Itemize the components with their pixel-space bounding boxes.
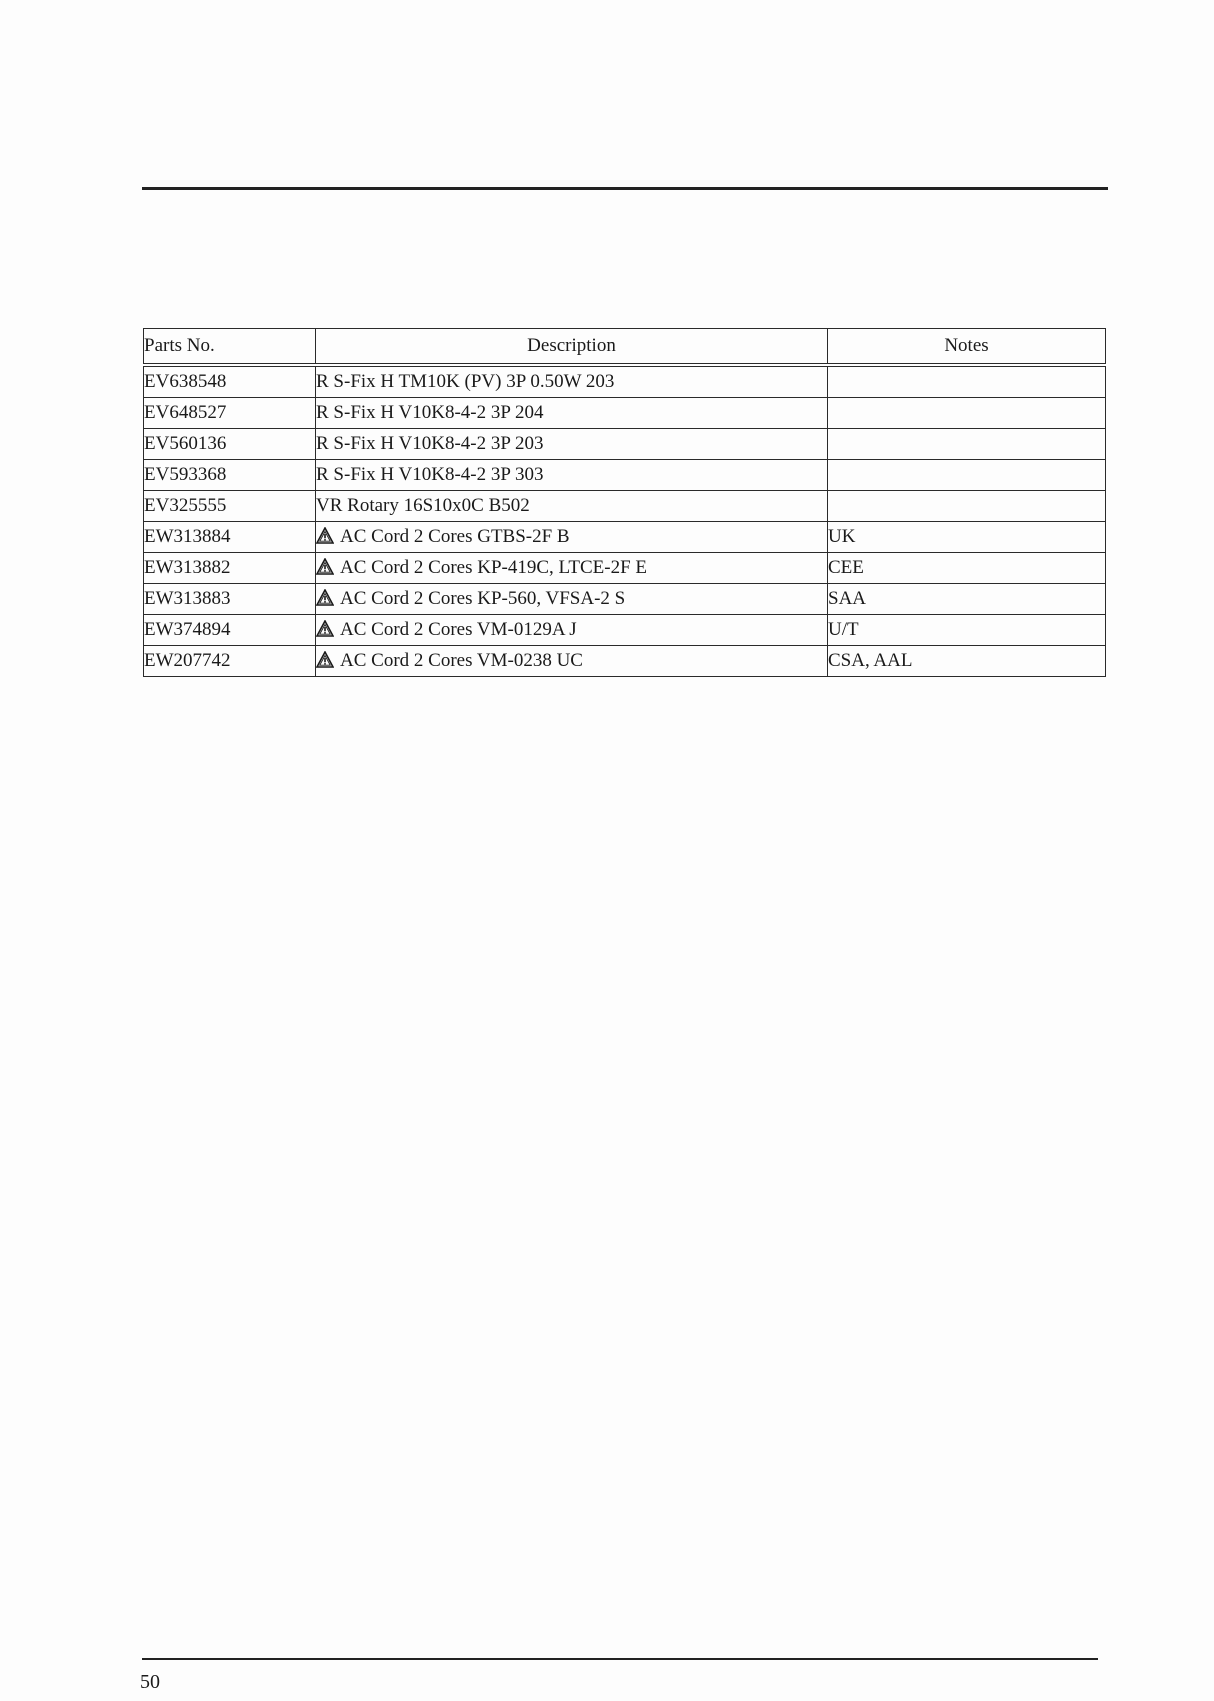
table-row [144, 491, 1106, 522]
warning-triangle-icon [316, 558, 334, 575]
description-cell [316, 429, 828, 460]
notes-cell [828, 365, 1106, 398]
description-text: AC Cord 2 Cores KP-560, VFSA-2 S [340, 588, 626, 609]
part-no-cell: EW313883 [144, 584, 316, 615]
page-number: 50 [140, 1671, 160, 1693]
header-rule [142, 187, 1108, 190]
notes-cell [828, 398, 1106, 429]
notes-cell: CEE [828, 553, 1106, 584]
description-cell [316, 460, 828, 491]
part-no-cell: EW313884 [144, 522, 316, 553]
notes-cell: U/T [828, 615, 1106, 646]
part-no-cell: EW207742 [144, 646, 316, 677]
description-text: VR Rotary 16S10x0C B502 [316, 495, 530, 516]
description-text: R S-Fix H V10K8-4-2 3P 204 [316, 402, 544, 423]
description-text: R S-Fix H V10K8-4-2 3P 203 [316, 433, 544, 454]
description-cell [316, 398, 828, 429]
notes-cell [828, 429, 1106, 460]
description-text: AC Cord 2 Cores VM-0129A J [340, 619, 577, 640]
header-part-no: Parts No. [144, 329, 316, 366]
footer-rule [142, 1658, 1098, 1660]
table-row [144, 365, 1106, 398]
table-row [144, 584, 1106, 615]
part-no-cell: EW374894 [144, 615, 316, 646]
description-cell [316, 491, 828, 522]
notes-cell: SAA [828, 584, 1106, 615]
description-text: AC Cord 2 Cores VM-0238 UC [340, 650, 583, 671]
table-row [144, 429, 1106, 460]
description-cell [316, 522, 828, 553]
parts-table [143, 328, 1106, 677]
part-no-cell: EV560136 [144, 429, 316, 460]
part-no-cell: EV325555 [144, 491, 316, 522]
notes-cell [828, 491, 1106, 522]
table-row [144, 522, 1106, 553]
warning-triangle-icon [316, 620, 334, 637]
description-text: R S-Fix H TM10K (PV) 3P 0.50W 203 [316, 371, 615, 392]
description-cell [316, 584, 828, 615]
table-row [144, 646, 1106, 677]
table-row [144, 553, 1106, 584]
table-header-row [144, 329, 1106, 366]
warning-triangle-icon [316, 527, 334, 544]
table-body [144, 365, 1106, 677]
table-row [144, 398, 1106, 429]
part-no-cell: EV638548 [144, 365, 316, 398]
description-text: R S-Fix H V10K8-4-2 3P 303 [316, 464, 544, 485]
description-cell [316, 365, 828, 398]
part-no-cell: EV593368 [144, 460, 316, 491]
part-no-cell: EW313882 [144, 553, 316, 584]
description-cell [316, 553, 828, 584]
notes-cell: UK [828, 522, 1106, 553]
table-row [144, 460, 1106, 491]
description-text: AC Cord 2 Cores KP-419C, LTCE-2F E [340, 557, 648, 578]
header-notes: Notes [828, 329, 1106, 366]
table-row [144, 615, 1106, 646]
part-no-cell: EV648527 [144, 398, 316, 429]
description-cell [316, 646, 828, 677]
notes-cell [828, 460, 1106, 491]
notes-cell: CSA, AAL [828, 646, 1106, 677]
warning-triangle-icon [316, 589, 334, 606]
header-description: Description [316, 329, 828, 366]
warning-triangle-icon [316, 651, 334, 668]
description-cell [316, 615, 828, 646]
description-text: AC Cord 2 Cores GTBS-2F B [340, 526, 570, 547]
